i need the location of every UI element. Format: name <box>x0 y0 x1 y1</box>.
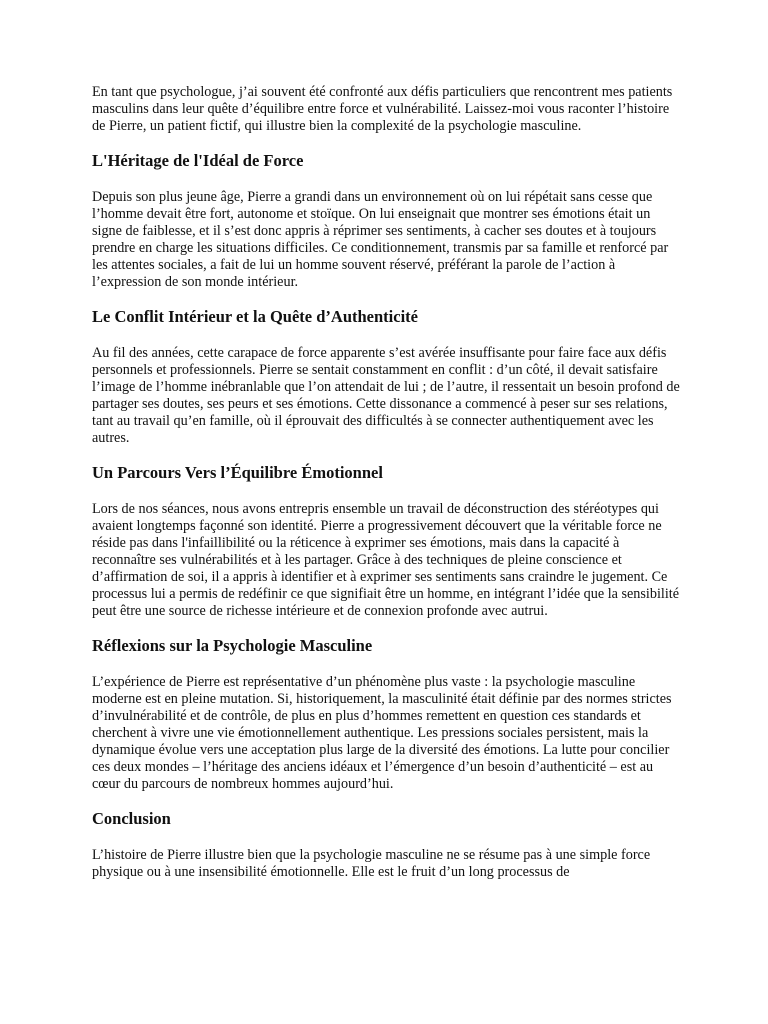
section-body-conclusion: L’histoire de Pierre illustre bien que la psychologie masculine ne se résume pas à une simple force physique ou à une insensibilité émotionnelle. Elle est le fruit d’un long processus de <box>92 847 651 880</box>
section-body-heritage: Depuis son plus jeune âge, Pierre a grandi dans un environnement où on lui répétait sans cesse que l’homme devait être fort, autonome et stoïque. On lui enseignait que montrer ses émotions était un signe de faiblesse, et il s’est donc appris à réprimer ses sentiments, à cacher ses doutes et à toujours prendre en charge les situations difficiles. Ce conditionnement, transmis par sa famille et renforcé par les attentes sociales, a fait de lui un homme souvent réservé, préférant la parole de l’action à l’expression de son monde intérieur. <box>92 189 669 290</box>
section-body-conflict: Au fil des années, cette carapace de force apparente s’est avérée insuffisante pour faire face aux défis personnels et professionnels. Pierre se sentait constamment en conflit : d’un côté, il devait satisfaire l’image de l’homme inébranlable que l’on attendait de lui ; de l’autre, il ressentait un besoin profond de partager ses doutes, ses peurs et ses émotions. Cette dissonance a commencé à peser sur ses relations, tant au travail qu’en famille, où il éprouvait des difficultés à se connecter authentiquement avec les autres. <box>92 345 680 446</box>
section-heading-balance: Un Parcours Vers l’Équilibre Émotionnel <box>92 463 383 482</box>
section-body-balance: Lors de nos séances, nous avons entrepris ensemble un travail de déconstruction des stéréotypes qui avaient longtemps façonné son identité. Pierre a progressivement découvert que la véritable force ne réside pas dans l'infaillibilité ou la réticence à exprimer ses émotions, mais dans la capacité à reconnaître ses vulnérabilités et à les partager. Grâce à des techniques de pleine conscience et d’affirmation de soi, il a appris à identifier et à exprimer ses sentiments sans craindre le jugement. Ce processus lui a permis de redéfinir ce que signifiait être un homme, en intégrant l’idée que la sensibilité peut être une source de richesse intérieure et de connexion profonde avec autrui. <box>92 501 680 619</box>
section-heading-reflections: Réflexions sur la Psychologie Masculine <box>92 636 373 655</box>
intro-paragraph: En tant que psychologue, j’ai souvent été confronté aux défis particuliers que rencontrent mes patients masculins dans leur quête d’équilibre entre force et vulnérabilité. Laissez-moi vous raconter l’histoire de Pierre, un patient fictif, qui illustre bien la complexité de la psychologie masculine. <box>92 84 673 134</box>
section-heading-conclusion: Conclusion <box>92 809 171 828</box>
section-heading-conflict: Le Conflit Intérieur et la Quête d’Authenticité <box>92 307 418 326</box>
section-heading-heritage: L'Héritage de l'Idéal de Force <box>92 151 304 170</box>
section-body-reflections: L’expérience de Pierre est représentative d’un phénomène plus vaste : la psychologie masculine moderne est en pleine mutation. Si, historiquement, la masculinité était définie par des normes strictes d’invulnérabilité et de contrôle, de plus en plus d’hommes remettent en question ces standards et cherchent à vivre une vie émotionnellement authentique. Les pressions sociales persistent, mais la dynamique évolue vers une acceptation plus large de la diversité des émotions. La lutte pour concilier ces deux mondes – l’héritage des anciens idéaux et l’émergence d’un besoin d’authenticité – est au cœur du parcours de nombreux hommes aujourd’hui. <box>92 674 672 792</box>
document-page <box>92 84 682 881</box>
